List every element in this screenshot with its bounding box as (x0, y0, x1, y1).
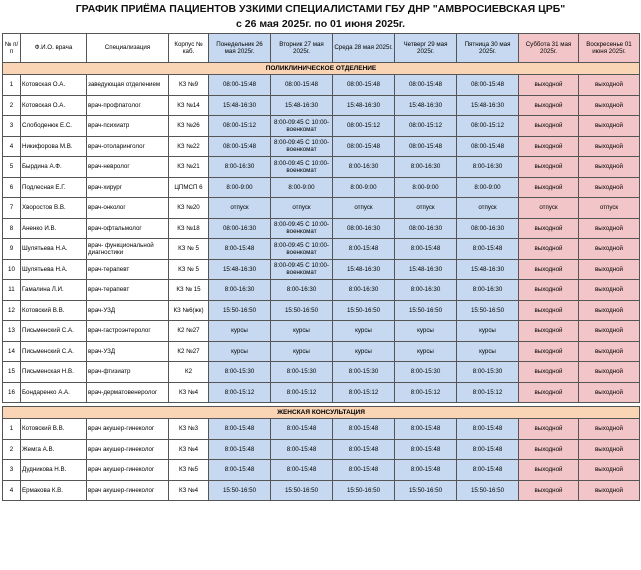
schedule-table (2, 33, 640, 501)
col-header-sat: Суббота 31 мая 2025г. (519, 34, 579, 63)
cell-n: 5 (3, 157, 21, 178)
cell-wed: 8:00-15:48 (333, 419, 395, 440)
cell-room: КЗ №4 (169, 480, 209, 501)
table-row (3, 116, 640, 137)
cell-wed: 08:00-16:30 (333, 218, 395, 239)
table-row (3, 198, 640, 219)
cell-room: КЗ №5 (169, 460, 209, 481)
cell-sun: выходной (579, 300, 640, 321)
cell-room: КЗ №6(жк) (169, 300, 209, 321)
cell-n: 11 (3, 280, 21, 301)
cell-n: 8 (3, 218, 21, 239)
cell-n: 6 (3, 177, 21, 198)
table-row (3, 382, 640, 403)
cell-n: 2 (3, 439, 21, 460)
cell-fio: Котовская О.А. (21, 95, 87, 116)
cell-spec: врач-терапевт (87, 259, 169, 280)
cell-wed: 15:50-16:50 (333, 300, 395, 321)
col-header-sun: Воскресенье 01 июня 2025г. (579, 34, 640, 63)
cell-sun: отпуск (579, 198, 640, 219)
table-row (3, 259, 640, 280)
cell-spec: врач-хирург (87, 177, 169, 198)
cell-spec: врач-дерматовенеролог (87, 382, 169, 403)
cell-mon: 08:00-16:30 (209, 218, 271, 239)
cell-wed: 8:00-9:00 (333, 177, 395, 198)
cell-spec: врач акушер-гинеколог (87, 480, 169, 501)
cell-wed: 8:00-15:48 (333, 239, 395, 260)
cell-spec: врач-отоларинголог (87, 136, 169, 157)
cell-sun: выходной (579, 95, 640, 116)
cell-sat: выходной (519, 300, 579, 321)
cell-tue: 8:00-16:30 (271, 280, 333, 301)
col-header-thu: Четверг 29 мая 2025г. (395, 34, 457, 63)
table-row (3, 239, 640, 260)
cell-thu: 08:00-16:30 (395, 218, 457, 239)
cell-n: 4 (3, 480, 21, 501)
page-subtitle: с 26 мая 2025г. по 01 июня 2025г. (235, 18, 406, 30)
cell-spec: врач-УЗД (87, 300, 169, 321)
cell-sat: отпуск (519, 198, 579, 219)
cell-tue: 8:00-15:48 (271, 419, 333, 440)
cell-n: 1 (3, 75, 21, 96)
cell-sun: выходной (579, 382, 640, 403)
cell-fri: 8:00-15:30 (457, 362, 519, 383)
cell-fri: 8:00-15:48 (457, 239, 519, 260)
cell-wed: 08:00-15:12 (333, 116, 395, 137)
cell-tue: 8:00-09:45 С 10:00-военкомат (271, 157, 333, 178)
cell-room: КЗ №18 (169, 218, 209, 239)
cell-fio: Шулятьева Н.А. (21, 239, 87, 260)
cell-mon: 08:00-15:48 (209, 136, 271, 157)
cell-sun: выходной (579, 218, 640, 239)
cell-mon: 8:00-16:30 (209, 280, 271, 301)
cell-sat: выходной (519, 95, 579, 116)
cell-fri: 8:00-15:48 (457, 419, 519, 440)
cell-fri: 8:00-16:30 (457, 157, 519, 178)
cell-wed: 8:00-15:48 (333, 439, 395, 460)
cell-sat: выходной (519, 75, 579, 96)
cell-room: КЗ №9 (169, 75, 209, 96)
cell-sat: выходной (519, 362, 579, 383)
cell-spec: заведующая отделением (87, 75, 169, 96)
cell-wed: 8:00-16:30 (333, 157, 395, 178)
cell-fri: 8:00-15:48 (457, 460, 519, 481)
cell-fri: курсы (457, 321, 519, 342)
cell-fri: 15:48-16:30 (457, 95, 519, 116)
cell-tue: 8:00-09:45 С 10:00-военкомат (271, 239, 333, 260)
cell-spec: врач-невролог (87, 157, 169, 178)
cell-fio: Ермакова К.В. (21, 480, 87, 501)
cell-spec: врач-терапевт (87, 280, 169, 301)
cell-sun: выходной (579, 362, 640, 383)
cell-room: КЗ №14 (169, 95, 209, 116)
cell-fri: 08:00-15:12 (457, 116, 519, 137)
table-row (3, 300, 640, 321)
cell-tue: 8:00-15:48 (271, 439, 333, 460)
cell-wed: 8:00-15:12 (333, 382, 395, 403)
cell-wed: 8:00-15:48 (333, 460, 395, 481)
cell-room: КЗ № 15 (169, 280, 209, 301)
cell-n: 15 (3, 362, 21, 383)
cell-thu: 08:00-15:12 (395, 116, 457, 137)
cell-fri: 8:00-9:00 (457, 177, 519, 198)
cell-sat: выходной (519, 116, 579, 137)
cell-room: КЗ №21 (169, 157, 209, 178)
cell-mon: 8:00-16:30 (209, 157, 271, 178)
cell-thu: 15:50-16:50 (395, 300, 457, 321)
table-row (3, 439, 640, 460)
cell-mon: 08:00-15:12 (209, 116, 271, 137)
cell-sat: выходной (519, 259, 579, 280)
col-header-fri: Пятница 30 мая 2025г. (457, 34, 519, 63)
table-row (3, 480, 640, 501)
cell-mon: 08:00-15:48 (209, 75, 271, 96)
cell-tue: курсы (271, 341, 333, 362)
cell-room: КЗ №4 (169, 439, 209, 460)
cell-thu: 8:00-15:48 (395, 419, 457, 440)
col-header-spec: Специализация (87, 34, 169, 63)
cell-thu: 8:00-15:12 (395, 382, 457, 403)
cell-spec: врач акушер-гинеколог (87, 419, 169, 440)
cell-tue: 8:00-15:12 (271, 382, 333, 403)
cell-mon: 15:48-16:30 (209, 95, 271, 116)
cell-thu: 8:00-15:48 (395, 439, 457, 460)
cell-spec: врач- функциональной диагностики (87, 239, 169, 260)
cell-fio: Гамалина Л.И. (21, 280, 87, 301)
cell-tue: 8:00-09:45 С 10:00-военкомат (271, 136, 333, 157)
cell-room: ЦПМСП 6 (169, 177, 209, 198)
cell-spec: врач-фтизиатр (87, 362, 169, 383)
cell-fio: Котовский В.В. (21, 300, 87, 321)
cell-sun: выходной (579, 116, 640, 137)
cell-fio: Бырдина А.Ф. (21, 157, 87, 178)
cell-spec: врач акушер-гинеколог (87, 439, 169, 460)
cell-sat: выходной (519, 480, 579, 501)
cell-tue: 8:00-09:45 С 10:00-военкомат (271, 218, 333, 239)
cell-room: К2 (169, 362, 209, 383)
cell-mon: 8:00-15:48 (209, 439, 271, 460)
cell-sat: выходной (519, 157, 579, 178)
cell-thu: 8:00-9:00 (395, 177, 457, 198)
cell-n: 12 (3, 300, 21, 321)
page-title: ГРАФИК ПРИЁМА ПАЦИЕНТОВ УЗКИМИ СПЕЦИАЛИСТАМИ ГБУ ДНР "АМВРОСИЕВСКАЯ ЦРБ" (75, 3, 566, 15)
cell-tue: 15:50-16:50 (271, 480, 333, 501)
cell-thu: 15:48-16:30 (395, 95, 457, 116)
cell-room: КЗ №26 (169, 116, 209, 137)
cell-wed: 8:00-15:30 (333, 362, 395, 383)
cell-thu: курсы (395, 341, 457, 362)
section-header-womens-consultation (3, 407, 640, 419)
cell-mon: 8:00-9:00 (209, 177, 271, 198)
table-row (3, 460, 640, 481)
cell-fio: Котовская О.А. (21, 75, 87, 96)
cell-sat: выходной (519, 382, 579, 403)
cell-spec: врач-офтальмолог (87, 218, 169, 239)
cell-mon: 15:48-16:30 (209, 259, 271, 280)
cell-sun: выходной (579, 136, 640, 157)
cell-mon: 8:00-15:48 (209, 419, 271, 440)
cell-mon: курсы (209, 341, 271, 362)
cell-tue: 8:00-15:48 (271, 460, 333, 481)
cell-thu: отпуск (395, 198, 457, 219)
table-row (3, 218, 640, 239)
cell-wed: 15:48-16:30 (333, 259, 395, 280)
cell-n: 3 (3, 116, 21, 137)
cell-tue: 15:48-16:30 (271, 95, 333, 116)
cell-mon: 8:00-15:12 (209, 382, 271, 403)
cell-n: 9 (3, 239, 21, 260)
cell-wed: 8:00-16:30 (333, 280, 395, 301)
cell-mon: 8:00-15:30 (209, 362, 271, 383)
cell-mon: 15:50-16:50 (209, 480, 271, 501)
cell-sat: выходной (519, 136, 579, 157)
cell-fio: Жемга А.В. (21, 439, 87, 460)
cell-fio: Аненко И.В. (21, 218, 87, 239)
cell-wed: курсы (333, 321, 395, 342)
cell-mon: отпуск (209, 198, 271, 219)
cell-sat: выходной (519, 177, 579, 198)
cell-wed: 08:00-15:48 (333, 136, 395, 157)
cell-tue: 08:00-15:48 (271, 75, 333, 96)
cell-fio: Никифорова М.В. (21, 136, 87, 157)
col-header-wed: Среда 28 мая 2025г. (333, 34, 395, 63)
table-row (3, 341, 640, 362)
cell-room: КЗ №22 (169, 136, 209, 157)
table-row (3, 95, 640, 116)
cell-wed: 08:00-15:48 (333, 75, 395, 96)
cell-room: КЗ № 5 (169, 259, 209, 280)
cell-wed: отпуск (333, 198, 395, 219)
cell-fri: 15:50-16:50 (457, 300, 519, 321)
cell-thu: 8:00-15:48 (395, 239, 457, 260)
cell-fio: Письменский С.А. (21, 341, 87, 362)
cell-n: 16 (3, 382, 21, 403)
cell-sun: выходной (579, 480, 640, 501)
table-row (3, 419, 640, 440)
cell-fri: 8:00-15:48 (457, 439, 519, 460)
cell-thu: 15:50-16:50 (395, 480, 457, 501)
cell-room: КЗ №3 (169, 419, 209, 440)
cell-spec: врач-УЗД (87, 341, 169, 362)
cell-fri: 8:00-16:30 (457, 280, 519, 301)
col-header-fio: Ф.И.О. врача (21, 34, 87, 63)
cell-sat: выходной (519, 280, 579, 301)
cell-room: КЗ № 5 (169, 239, 209, 260)
cell-fio: Дудникова Н.В. (21, 460, 87, 481)
table-row (3, 321, 640, 342)
cell-n: 13 (3, 321, 21, 342)
cell-tue: курсы (271, 321, 333, 342)
cell-fri: курсы (457, 341, 519, 362)
cell-fri: 15:48-16:30 (457, 259, 519, 280)
table-row (3, 177, 640, 198)
cell-mon: 8:00-15:48 (209, 460, 271, 481)
cell-tue: 8:00-09:45 С 10:00-военкомат (271, 259, 333, 280)
section-title: ЖЕНСКАЯ КОНСУЛЬТАЦИЯ (3, 407, 640, 419)
section-header-polyclinic (3, 63, 640, 75)
cell-sun: выходной (579, 177, 640, 198)
cell-tue: 8:00-15:30 (271, 362, 333, 383)
cell-sat: выходной (519, 439, 579, 460)
cell-room: К2 №27 (169, 341, 209, 362)
cell-fri: 15:50-16:50 (457, 480, 519, 501)
cell-fio: Письменский С.А. (21, 321, 87, 342)
cell-n: 4 (3, 136, 21, 157)
cell-spec: врач-онколог (87, 198, 169, 219)
cell-sat: выходной (519, 419, 579, 440)
cell-wed: курсы (333, 341, 395, 362)
cell-room: К2 №27 (169, 321, 209, 342)
cell-fio: Шулятьева Н.А. (21, 259, 87, 280)
cell-fio: Котовский В.В. (21, 419, 87, 440)
cell-fri: 08:00-15:48 (457, 75, 519, 96)
cell-sun: выходной (579, 75, 640, 96)
cell-sat: выходной (519, 460, 579, 481)
cell-mon: 8:00-15:48 (209, 239, 271, 260)
cell-sat: выходной (519, 321, 579, 342)
section-title: ПОЛИКЛИНИЧЕСКОЕ ОТДЕЛЕНИЕ (3, 63, 640, 75)
cell-fri: 08:00-16:30 (457, 218, 519, 239)
cell-sun: выходной (579, 280, 640, 301)
col-header-num: № п/п (3, 34, 21, 63)
cell-fio: Подлесная Е.Г. (21, 177, 87, 198)
cell-fri: 8:00-15:12 (457, 382, 519, 403)
cell-fio: Слободенюк Е.С. (21, 116, 87, 137)
cell-thu: курсы (395, 321, 457, 342)
cell-n: 3 (3, 460, 21, 481)
cell-n: 14 (3, 341, 21, 362)
cell-mon: курсы (209, 321, 271, 342)
schedule-body (3, 63, 640, 501)
cell-spec: врач-профпатолог (87, 95, 169, 116)
cell-sun: выходной (579, 341, 640, 362)
cell-thu: 8:00-15:48 (395, 460, 457, 481)
cell-thu: 08:00-15:48 (395, 75, 457, 96)
col-header-room: Корпус № каб. (169, 34, 209, 63)
table-row (3, 136, 640, 157)
cell-thu: 08:00-15:48 (395, 136, 457, 157)
cell-tue: 8:00-9:00 (271, 177, 333, 198)
cell-spec: врач-психиатр (87, 116, 169, 137)
cell-fri: отпуск (457, 198, 519, 219)
cell-thu: 8:00-16:30 (395, 157, 457, 178)
cell-mon: 15:50-16:50 (209, 300, 271, 321)
cell-sun: выходной (579, 321, 640, 342)
cell-sun: выходной (579, 460, 640, 481)
col-header-mon: Понедельник 26 мая 2025г. (209, 34, 271, 63)
cell-fri: 08:00-15:48 (457, 136, 519, 157)
cell-tue: отпуск (271, 198, 333, 219)
cell-sun: выходной (579, 259, 640, 280)
cell-sat: выходной (519, 239, 579, 260)
table-row (3, 362, 640, 383)
cell-sun: выходной (579, 157, 640, 178)
cell-fio: Хворостов В.В. (21, 198, 87, 219)
cell-sun: выходной (579, 419, 640, 440)
cell-tue: 8:00-09:45 С 10:00-военкомат (271, 116, 333, 137)
cell-thu: 15:48-16:30 (395, 259, 457, 280)
header-row (3, 34, 640, 63)
cell-n: 7 (3, 198, 21, 219)
cell-sat: выходной (519, 218, 579, 239)
cell-fio: Бондаренко А.А. (21, 382, 87, 403)
cell-room: КЗ №4 (169, 382, 209, 403)
cell-room: КЗ №20 (169, 198, 209, 219)
table-row (3, 280, 640, 301)
cell-thu: 8:00-16:30 (395, 280, 457, 301)
cell-sun: выходной (579, 439, 640, 460)
table-row (3, 75, 640, 96)
cell-spec: врач акушер-гинеколог (87, 460, 169, 481)
table-row (3, 157, 640, 178)
col-header-tue: Вторник 27 мая 2025г. (271, 34, 333, 63)
cell-n: 1 (3, 419, 21, 440)
cell-thu: 8:00-15:30 (395, 362, 457, 383)
cell-tue: 15:50-16:50 (271, 300, 333, 321)
cell-sat: выходной (519, 341, 579, 362)
cell-n: 10 (3, 259, 21, 280)
cell-spec: врач-гастроэнтеролог (87, 321, 169, 342)
cell-wed: 15:50-16:50 (333, 480, 395, 501)
cell-sun: выходной (579, 239, 640, 260)
cell-fio: Письменская Н.В. (21, 362, 87, 383)
cell-n: 2 (3, 95, 21, 116)
cell-wed: 15:48-16:30 (333, 95, 395, 116)
